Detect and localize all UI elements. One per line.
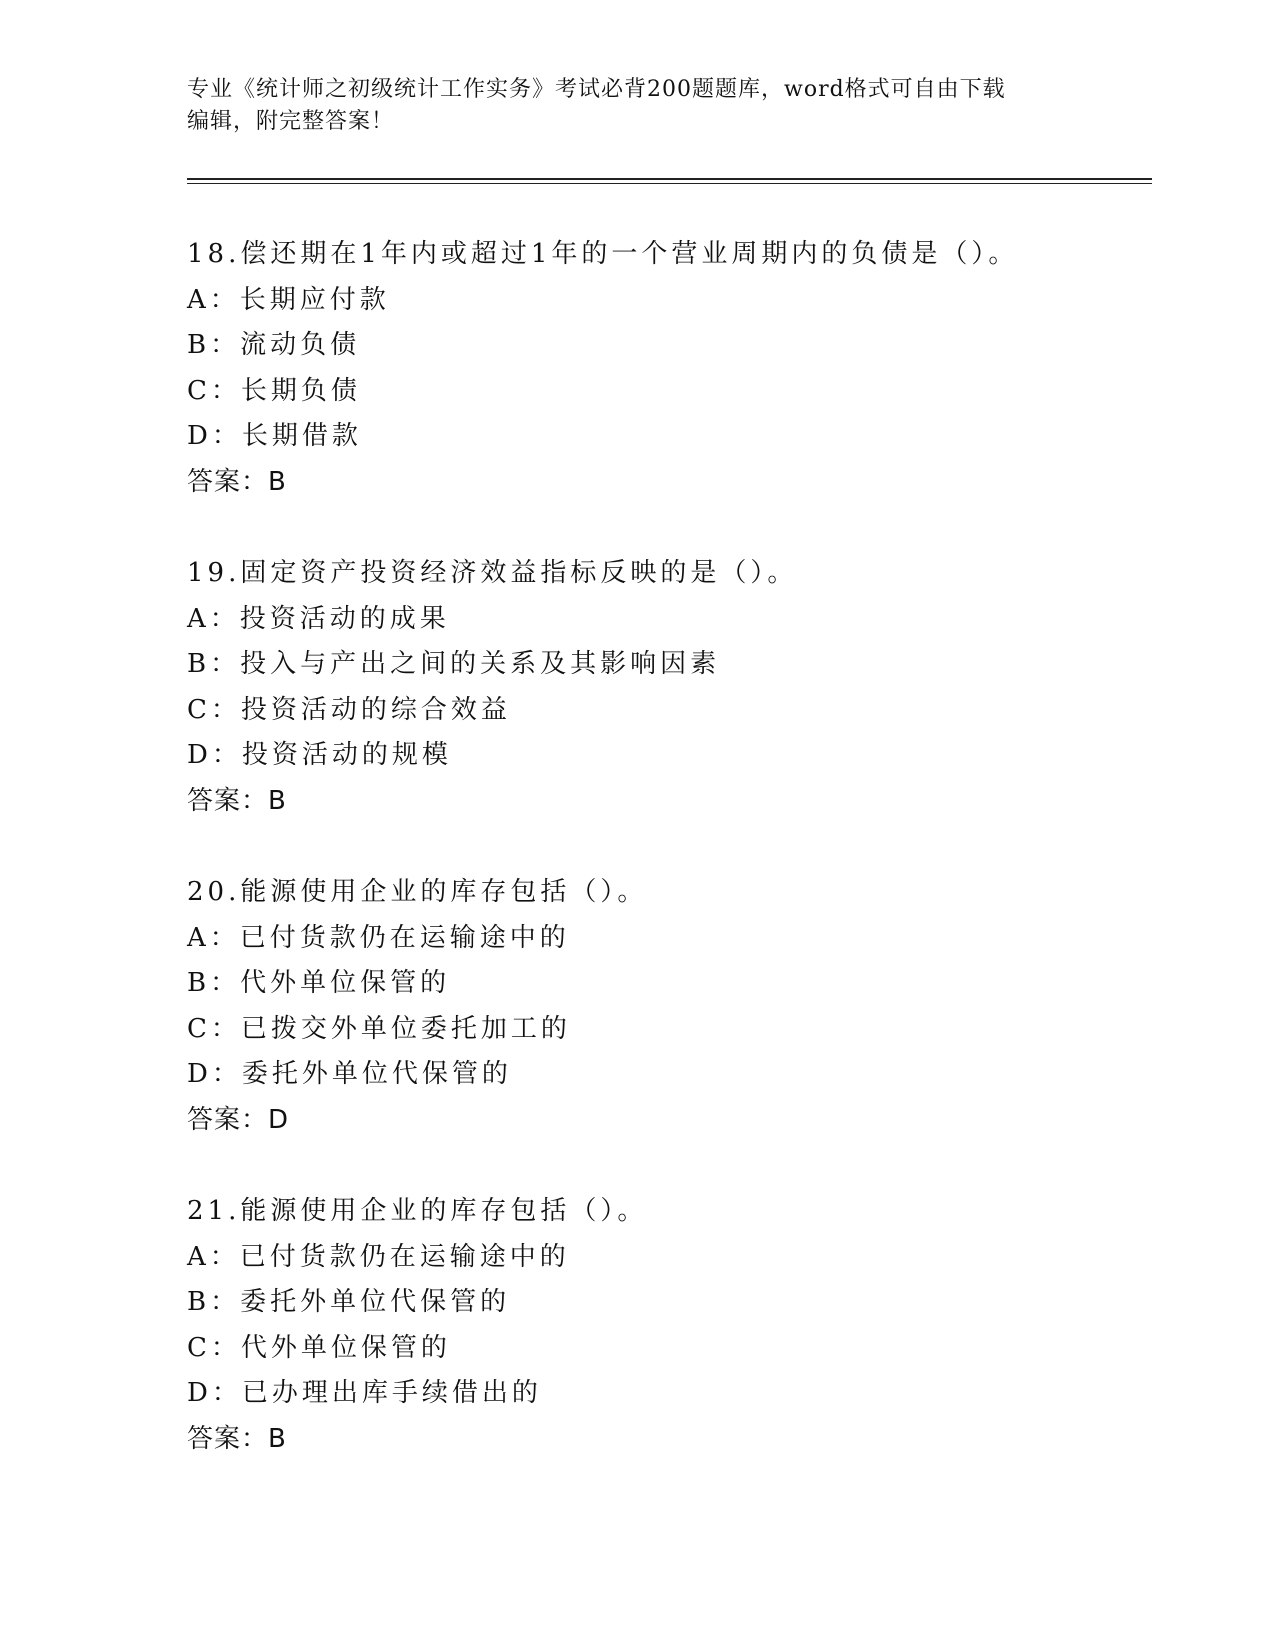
option-b: B：委托外单位代保管的 (187, 1287, 511, 1317)
option-c: C：已拨交外单位委托加工的 (187, 1013, 571, 1044)
option-a: A：已付货款仍在运输途中的 (187, 922, 570, 953)
header-line-2: 编辑，附完整答案！ (187, 109, 395, 134)
option-a: A：投资活动的成果 (187, 603, 450, 634)
option-a: A：已付货款仍在运输途中的 (187, 1241, 570, 1272)
answer-line: 答案：B (187, 785, 287, 816)
option-b: B：代外单位保管的 (187, 968, 451, 998)
question-19 (187, 551, 1147, 824)
option-d: D：长期借款 (187, 421, 362, 451)
option-b: B：投入与产出之间的关系及其影响因素 (187, 649, 721, 679)
option-c: C：代外单位保管的 (187, 1332, 451, 1363)
option-d: D：委托外单位代保管的 (187, 1059, 512, 1089)
answer-line: 答案：B (187, 466, 287, 497)
question-stem: 21.能源使用企业的库存包括（）。 (187, 1196, 648, 1226)
option-c: C：长期负债 (187, 375, 361, 406)
question-stem: 20.能源使用企业的库存包括（）。 (187, 877, 648, 907)
document-header (187, 74, 1087, 138)
question-18 (187, 232, 1147, 505)
header-divider (187, 178, 1152, 184)
option-c: C：投资活动的综合效益 (187, 694, 511, 725)
option-b: B：流动负债 (187, 330, 361, 360)
header-line-1: 专业《统计师之初级统计工作实务》考试必背200题题库，word格式可自由下载 (187, 77, 1006, 102)
option-d: D：已办理出库手续借出的 (187, 1378, 542, 1408)
question-stem: 18.偿还期在1年内或超过1年的一个营业周期内的负债是（）。 (187, 239, 1019, 269)
answer-line: 答案：B (187, 1423, 287, 1454)
question-20 (187, 870, 1147, 1143)
question-stem: 19.固定资产投资经济效益指标反映的是（）。 (187, 558, 798, 588)
option-d: D：投资活动的规模 (187, 740, 452, 770)
option-a: A：长期应付款 (187, 284, 390, 315)
question-21 (187, 1189, 1147, 1462)
answer-line: 答案：D (187, 1104, 290, 1135)
